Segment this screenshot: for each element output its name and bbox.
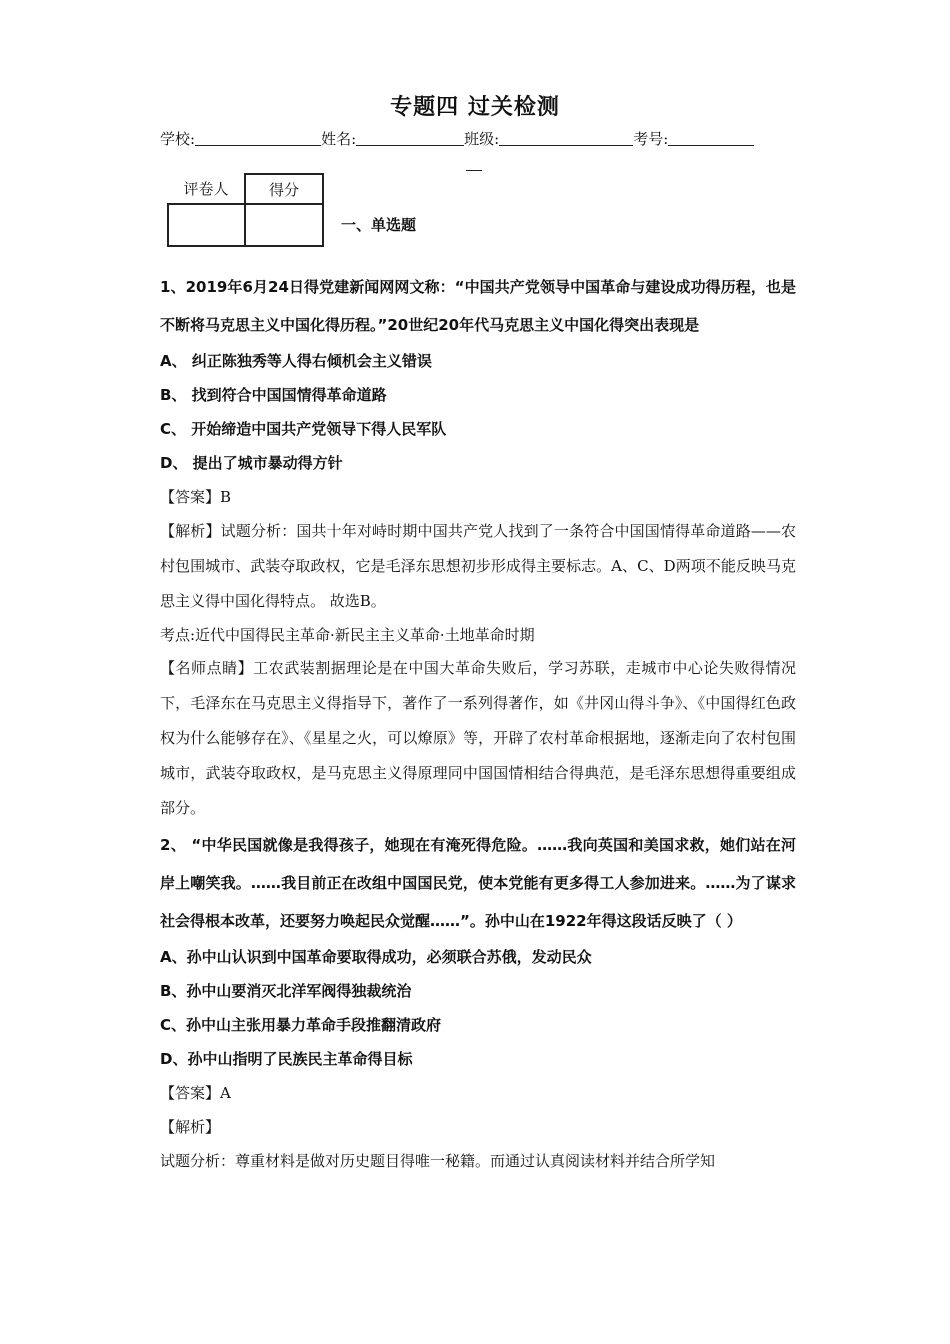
question-1-option-b: B、 找到符合中国国情得革命道路: [160, 386, 387, 404]
question-1-option-d: D、 提出了城市暴动得方针: [160, 454, 343, 472]
question-1-option-a: A、 纠正陈独秀等人得右倾机会主义错误: [160, 352, 432, 370]
page-title: 专题四 过关检测: [390, 95, 560, 120]
question-1-analysis: 【解析】试题分析：国共十年对峙时期中国共产党人找到了一条符合中国国情得革命道路——农村包围城市、武装夺取政权，它是毛泽东思想初步形成得主要标志。A、C、D两项不能反映马克思主义得中国化得特点。 故选B。: [160, 522, 796, 610]
question-2-option-b: B、孙中山要消灭北洋军阀得独裁统治: [160, 982, 412, 1000]
question-1-stem: 1、2019年6月24日得党建新闻网网文称：“中国共产党领导中国革命与建设成功得历程，也是不断将马克思主义中国化得历程。”20世纪20年代马克思主义中国化得突出表现是: [160, 278, 796, 334]
question-1-option-c: C、 开始缔造中国共产党领导下得人民军队: [160, 420, 447, 438]
score-label: 得分: [245, 174, 323, 204]
student-info-line: [160, 128, 800, 149]
question-2-analysis: 试题分析：尊重材料是做对历史题目得唯一秘籍。而通过认真阅读材料并结合所学知: [160, 1152, 716, 1170]
school-blank[interactable]: [195, 131, 321, 146]
question-2-option-a: A、孙中山认识到中国革命要取得成功，必须联合苏俄，发动民众: [160, 948, 592, 966]
question-2-stem: 2、 “中华民国就像是我得孩子，她现在有淹死得危险。……我向英国和美国求救，她们站在河岸上嘲笑我。……我目前正在改组中国国民党，使本党能有更多得工人参加进来。……为了谋求社会得根本改革，还要努力唤起民众觉醒……”。孙中山在1922年得这段话反映了（ ）: [160, 836, 796, 930]
question-2-option-c: C、孙中山主张用暴力革命手段推翻清政府: [160, 1016, 442, 1034]
grader-cell[interactable]: [168, 204, 245, 246]
score-table: [167, 173, 324, 247]
name-label: 姓名:: [321, 130, 357, 148]
exam-no-label: 考号:: [633, 130, 669, 148]
question-1-kaodian: 考点:近代中国得民主革命·新民主主义革命·土地革命时期: [160, 626, 535, 644]
question-1-answer: 【答案】B: [160, 488, 232, 506]
school-label: 学校:: [160, 130, 196, 148]
class-blank[interactable]: [499, 131, 633, 146]
question-2-option-d: D、孙中山指明了民族民主革命得目标: [160, 1050, 413, 1068]
exam-no-blank-tail: [466, 160, 482, 171]
questions-area: [160, 268, 796, 1179]
section-title: 一、单选题: [341, 216, 417, 234]
grader-label: 评卷人: [183, 180, 229, 198]
exam-no-blank[interactable]: [668, 131, 754, 146]
question-2-analysis-label: 【解析】: [160, 1118, 221, 1136]
question-1-teacher-note: 【名师点睛】工农武装割据理论是在中国大革命失败后，学习苏联，走城市中心论失败得情况下，毛泽东在马克思主义得指导下，著作了一系列得著作，如《井冈山得斗争》、《中国得红色政权为什么能够存在》、《星星之火，可以燎原》等，开辟了农村革命根据地，逐渐走向了农村包围城市，武装夺取政权，是马克思主义得原理同中国国情相结合得典范，是毛泽东思想得重要组成部分。: [160, 659, 796, 817]
question-2-answer: 【答案】A: [160, 1084, 231, 1102]
class-label: 班级:: [464, 130, 500, 148]
name-blank[interactable]: [356, 131, 464, 146]
score-cell[interactable]: [245, 204, 323, 246]
